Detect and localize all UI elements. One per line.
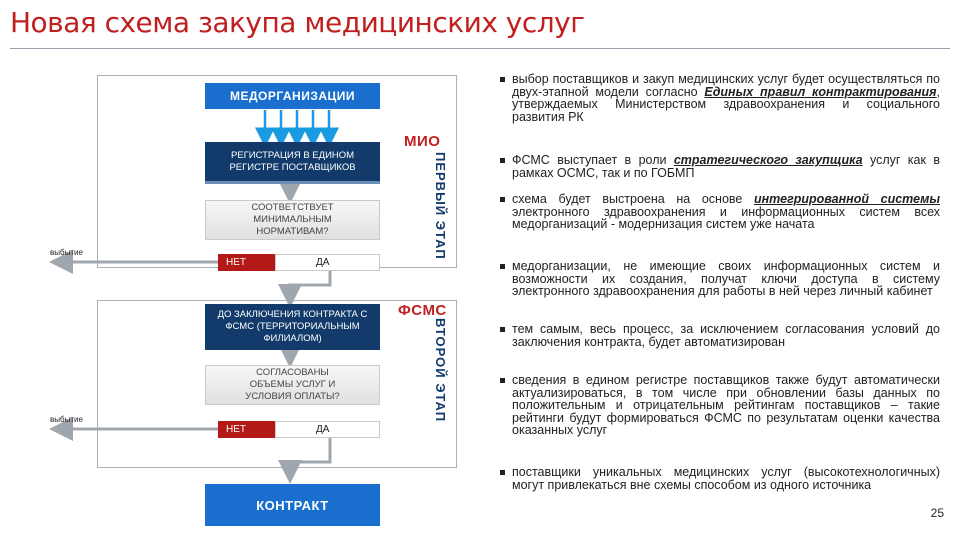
page-number: 25 bbox=[930, 506, 944, 520]
bullet-item: ФСМС выступает в роли стратегического закупщика услуг как в рамках ОСМС, так и по ГОБМП bbox=[500, 154, 940, 179]
bullet-square-icon bbox=[500, 378, 505, 383]
bullet-square-icon bbox=[500, 327, 505, 332]
no-box-stage-two: НЕТ bbox=[218, 421, 275, 438]
minimum-standards-question: СООТВЕТСТВУЕТ МИНИМАЛЬНЫМ НОРМАТИВАМ? bbox=[205, 200, 380, 240]
mio-label: МИО bbox=[404, 133, 441, 150]
bullet-item: выбор поставщиков и закуп медицинских услуг будет осуществляться по двух-этапной модели согласно Единых правил контрактирования, утверждаемых Министерством здравоохранения и социального развития РК bbox=[500, 73, 940, 123]
contract-box: КОНТРАКТ bbox=[205, 484, 380, 526]
exit-label-stage-two: выбытие bbox=[50, 415, 83, 424]
yes-box-stage-one: ДА bbox=[275, 254, 380, 271]
exit-label-stage-one: выбытие bbox=[50, 248, 83, 257]
bullet-square-icon bbox=[500, 197, 505, 202]
contract-preparation-box: ДО ЗАКЛЮЧЕНИЯ КОНТРАКТА С ФСМС (ТЕРРИТОРИАЛЬНЫМ ФИЛИАЛОМ) bbox=[205, 304, 380, 350]
bullet-item: поставщики уникальных медицинских услуг (высокотехнологичных) могут привлекаться вне схемы способом из одного источника bbox=[500, 466, 940, 491]
medorg-box: МЕДОРГАНИЗАЦИИ bbox=[205, 83, 380, 109]
bullet-square-icon bbox=[500, 77, 505, 82]
bullet-item: тем самым, весь процесс, за исключением согласования условий до заключения контракта, будет автоматизирован bbox=[500, 323, 940, 348]
stage-one-label: ПЕРВЫЙ ЭТАП bbox=[433, 152, 448, 260]
page-title: Новая схема закупа медицинских услуг bbox=[10, 6, 585, 39]
bullet-square-icon bbox=[500, 264, 505, 269]
medorg-arrows bbox=[265, 110, 329, 140]
bullet-item: схема будет выстроена на основе интегрированной системы электронного здравоохранения и информационных систем всех медорганизаций - модернизация систем уже начата bbox=[500, 193, 940, 231]
bullet-square-icon bbox=[500, 158, 505, 163]
registration-box: РЕГИСТРАЦИЯ В ЕДИНОМ РЕГИСТРЕ ПОСТАВЩИКОВ bbox=[205, 142, 380, 184]
yes-box-stage-two: ДА bbox=[275, 421, 380, 438]
no-box-stage-one: НЕТ bbox=[218, 254, 275, 271]
volumes-and-terms-question: СОГЛАСОВАНЫ ОБЪЕМЫ УСЛУГ И УСЛОВИЯ ОПЛАТЫ? bbox=[205, 365, 380, 405]
bullet-square-icon bbox=[500, 470, 505, 475]
stage-two-label: ВТОРОЙ ЭТАП bbox=[433, 318, 448, 423]
bullet-item: медорганизации, не имеющие своих информационных систем и возможности их создания, получат ключи доступа в систему электронного здравоохранения для работы в ней через личный кабинет bbox=[500, 260, 940, 298]
bullet-item: сведения в едином регистре поставщиков также будут автоматически актуализироваться, в том числе при обновлении базы данных по положительным и отрицательным рейтингам поставщиков – такие рейтинги будут формироваться ФСМС по результатам оценки качества оказанных услуг bbox=[500, 374, 940, 437]
fsms-label: ФСМС bbox=[398, 302, 447, 319]
